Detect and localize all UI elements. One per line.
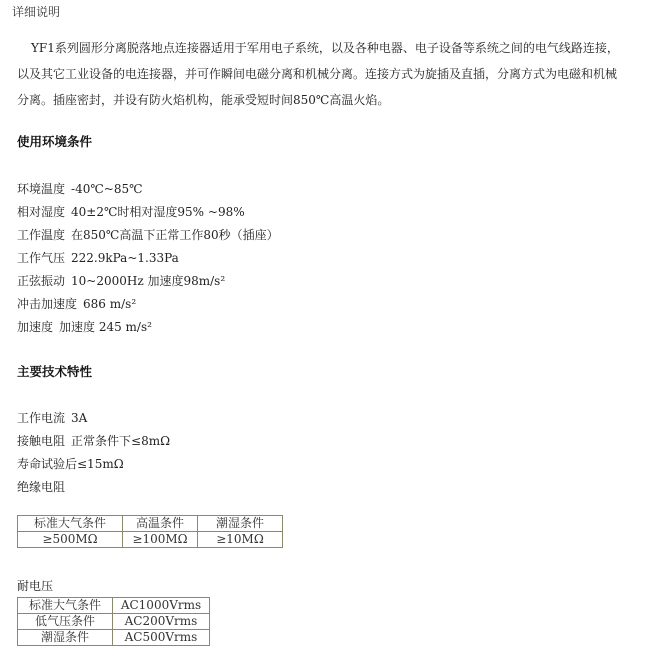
tech-value: 正常条件下≤8mΩ — [71, 434, 171, 448]
table-cell: AC500Vrms — [113, 630, 210, 646]
tech-value: 3A — [71, 411, 88, 425]
env-row-temp — [17, 180, 143, 197]
table-header-cell: 高温条件 — [123, 516, 198, 532]
env-label: 冲击加速度 — [17, 297, 78, 311]
tech-label: 绝缘电阻 — [17, 480, 66, 494]
env-row-pressure — [17, 249, 179, 266]
env-label: 工作温度 — [17, 228, 66, 242]
env-value: 在850℃高温下正常工作80秒（插座） — [71, 228, 279, 242]
env-value: 10~2000Hz 加速度98m/s² — [71, 274, 226, 288]
env-label: 工作气压 — [17, 251, 66, 265]
intro-line-3: 分离。插座密封，并设有防火焰机构，能承受短时间850℃高温火焰。 — [17, 93, 390, 107]
env-value: 40±2℃时相对湿度95% ~98% — [71, 205, 245, 219]
table-cell: ≥100MΩ — [123, 532, 198, 548]
env-label: 相对湿度 — [17, 205, 66, 219]
table-row — [18, 516, 283, 532]
env-row-worktemp — [17, 226, 279, 243]
tech-label: 寿命试验后≤15mΩ — [17, 457, 124, 471]
withstand-table — [17, 597, 210, 646]
env-row-accel — [17, 318, 152, 335]
tech-row-contact — [17, 432, 170, 449]
env-row-humidity — [17, 203, 245, 220]
env-label: 加速度 — [17, 320, 54, 334]
env-row-vibration — [17, 272, 225, 289]
section-title: 详细说明 — [12, 5, 61, 19]
env-row-shock — [17, 295, 136, 312]
env-value: -40℃~85℃ — [71, 182, 143, 196]
table-cell: 潮湿条件 — [18, 630, 113, 646]
env-value: 加速度 245 m/s² — [59, 320, 152, 334]
table-row — [18, 532, 283, 548]
table-header-cell: 潮湿条件 — [198, 516, 283, 532]
tech-label: 工作电流 — [17, 411, 66, 425]
table-row — [18, 614, 210, 630]
table-cell: AC200Vrms — [113, 614, 210, 630]
tech-heading: 主要技术特性 — [17, 364, 93, 379]
tech-row-life — [17, 455, 124, 472]
withstand-heading: 耐电压 — [17, 579, 54, 593]
intro-paragraph — [17, 35, 617, 113]
table-cell: 标准大气条件 — [18, 598, 113, 614]
env-value: 686 m/s² — [83, 297, 137, 311]
insulation-table — [17, 515, 283, 548]
env-label: 正弦振动 — [17, 274, 66, 288]
table-header-cell: 标准大气条件 — [18, 516, 123, 532]
intro-line-1: YF1系列圆形分离脱落地点连接器适用于军用电子系统，以及各种电器、电子设备等系统之间的电气线路连接， — [31, 41, 619, 55]
table-cell: ≥10MΩ — [198, 532, 283, 548]
tech-row-current — [17, 409, 87, 426]
table-row — [18, 630, 210, 646]
tech-label: 接触电阻 — [17, 434, 66, 448]
env-label: 环境温度 — [17, 182, 66, 196]
table-cell: 低气压条件 — [18, 614, 113, 630]
tech-row-insulation — [17, 478, 65, 495]
env-heading: 使用环境条件 — [17, 134, 93, 149]
table-cell: AC1000Vrms — [113, 598, 210, 614]
env-value: 222.9kPa~1.33Pa — [71, 251, 179, 265]
intro-line-2: 以及其它工业设备的电连接器，并可作瞬间电磁分离和机械分离。连接方式为旋插及直插，分离方式为电磁和机械 — [17, 67, 618, 81]
table-cell: ≥500MΩ — [18, 532, 123, 548]
table-row — [18, 598, 210, 614]
